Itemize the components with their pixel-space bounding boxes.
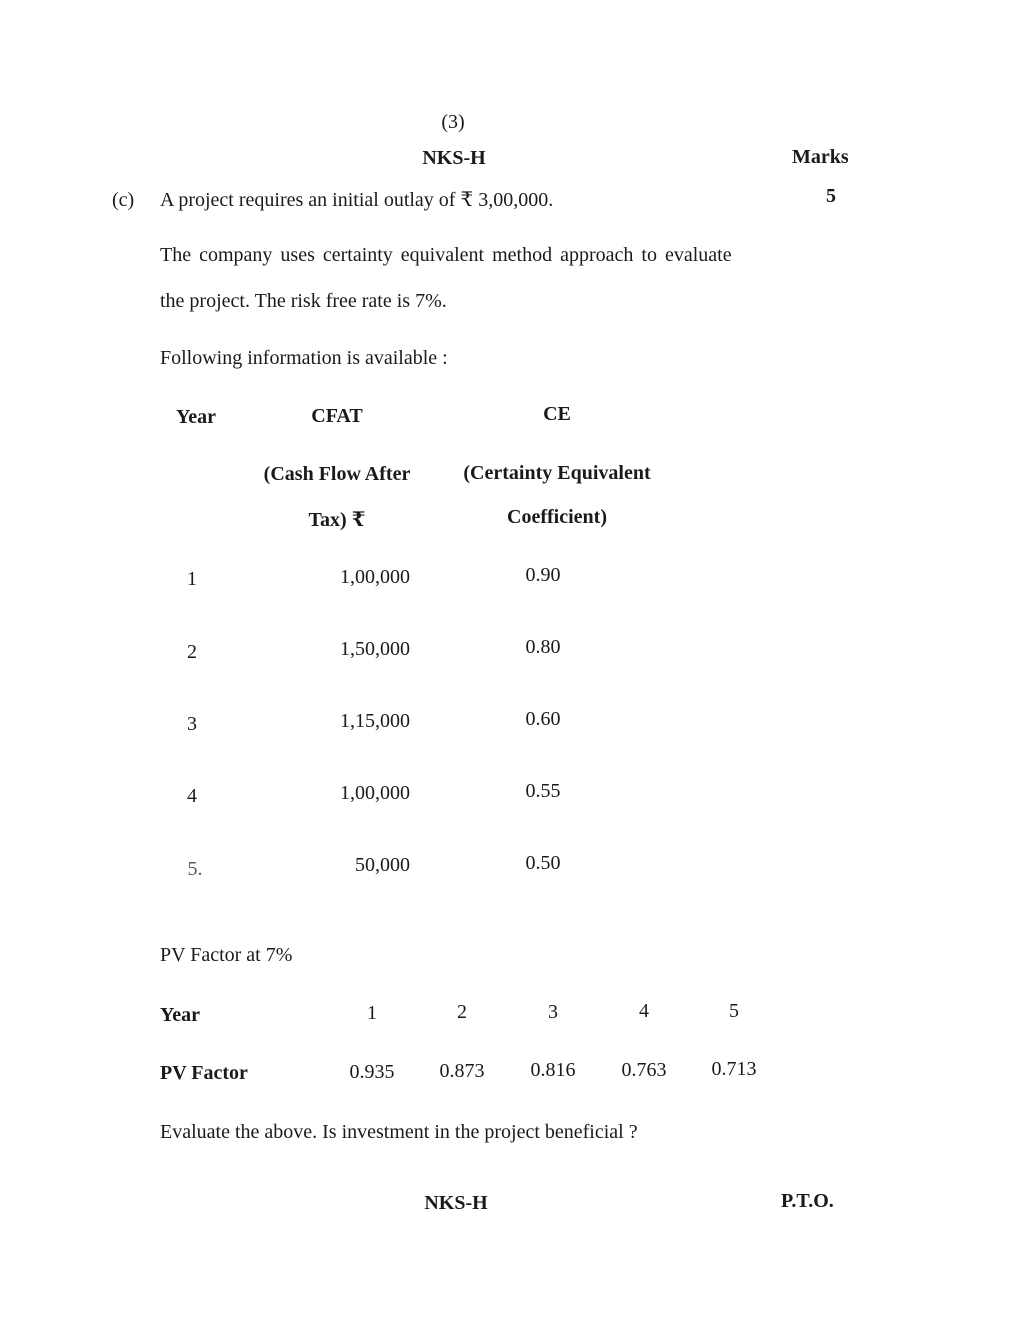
table1-header-ce-sub2: Coefficient): [507, 506, 607, 528]
table1-header-cfat: CFAT: [311, 405, 363, 427]
question-marks: 5: [826, 185, 836, 207]
table1-header-ce-sub1: (Certainty Equivalent: [463, 462, 651, 484]
table1-header-cfat-sub1: (Cash Flow After: [263, 463, 411, 485]
footer-code: NKS-H: [424, 1192, 488, 1214]
table2-year-4: 4: [639, 1000, 649, 1022]
table2-year-3: 3: [548, 1001, 558, 1023]
table1-row3-cfat: 1,15,000: [340, 710, 410, 732]
question-label: (c): [112, 189, 135, 211]
table2-factor-4: 0.763: [621, 1059, 667, 1081]
table1-row4-ce: 0.55: [525, 780, 561, 802]
page-number: (3): [441, 111, 465, 133]
table2-factor-2: 0.873: [439, 1060, 485, 1082]
table2-factor-1: 0.935: [349, 1061, 395, 1083]
table1-row1-cfat: 1,00,000: [340, 566, 410, 588]
table1-header-year: Year: [176, 406, 216, 428]
table2-factor-5: 0.713: [711, 1058, 757, 1080]
table2-factor-label: PV Factor: [160, 1062, 248, 1084]
table1-row2-year: 2: [187, 641, 197, 663]
table1-row3-year: 3: [187, 713, 197, 735]
table1-row5-cfat: 50,000: [355, 854, 410, 876]
table2-year-1: 1: [367, 1002, 377, 1024]
table1-row5-ce: 0.50: [525, 852, 561, 874]
question-line1: A project requires an initial outlay of ₹ 3,00,000.: [160, 189, 554, 211]
table1-row4-cfat: 1,00,000: [340, 782, 410, 804]
table2-year-5: 5: [729, 1000, 739, 1022]
header-code: NKS-H: [422, 147, 486, 169]
table2-year-2: 2: [457, 1001, 467, 1023]
table1-row2-cfat: 1,50,000: [340, 638, 410, 660]
info-line: Following information is available :: [160, 347, 448, 369]
table1-row1-year: 1: [187, 568, 197, 590]
table1-header-ce: CE: [543, 403, 571, 425]
table2-factor-3: 0.816: [530, 1059, 576, 1081]
pv-title: PV Factor at 7%: [160, 944, 293, 966]
table1-row2-ce: 0.80: [525, 636, 561, 658]
question-para-line1: The company uses certainty equivalent method approach to evaluate: [160, 244, 732, 266]
table1-row4-year: 4: [187, 785, 197, 807]
table1-row5-year: 5.: [187, 858, 203, 880]
closing-question: Evaluate the above. Is investment in the project beneficial ?: [160, 1121, 638, 1143]
table1-row1-ce: 0.90: [525, 564, 561, 586]
footer-pto: P.T.O.: [781, 1190, 834, 1212]
table1-row3-ce: 0.60: [525, 708, 561, 730]
table1-header-cfat-sub2: Tax) ₹: [308, 509, 366, 531]
question-para-line2: the project. The risk free rate is 7%.: [160, 290, 447, 312]
table2-year-label: Year: [160, 1004, 200, 1026]
marks-label: Marks: [792, 146, 849, 168]
